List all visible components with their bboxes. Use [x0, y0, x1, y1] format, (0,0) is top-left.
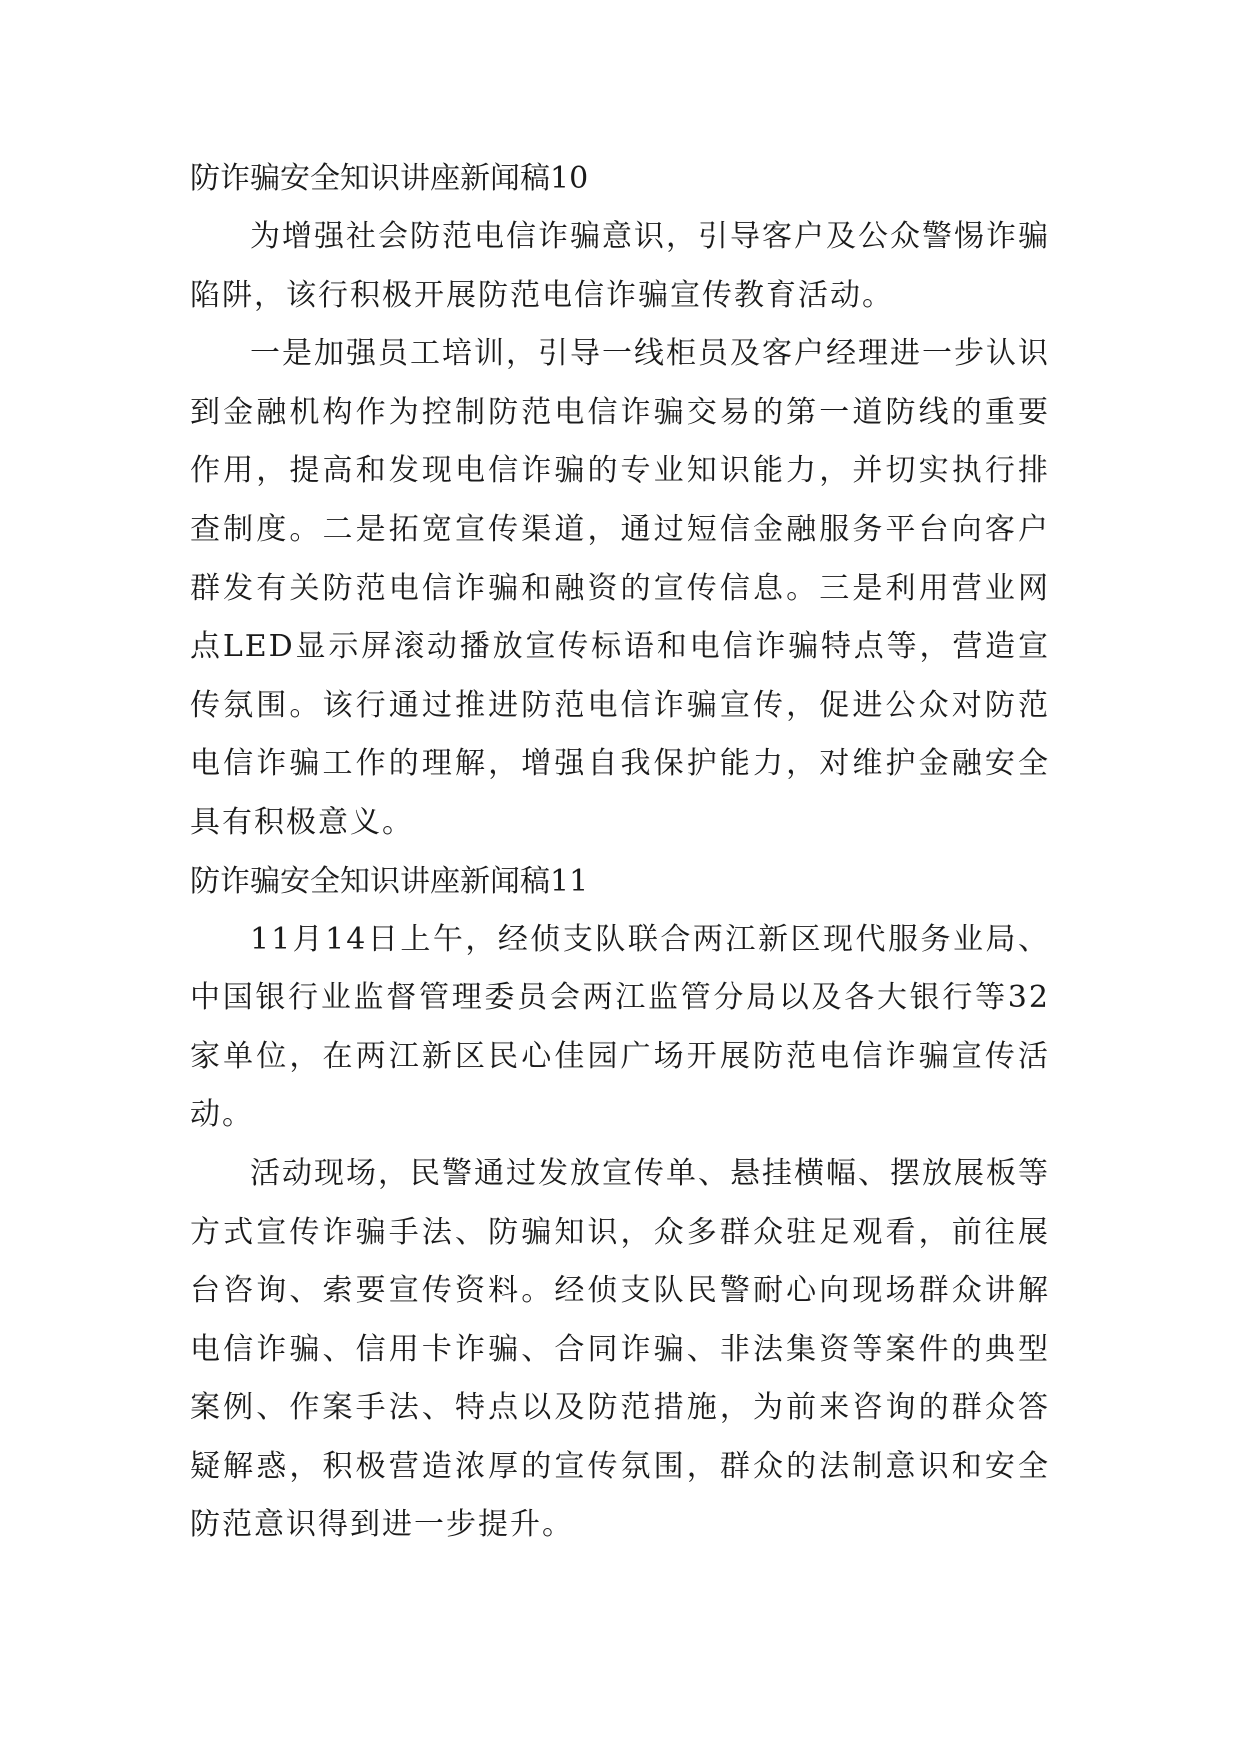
article-11 — [190, 853, 1050, 1556]
article-10-title: 防诈骗安全知识讲座新闻稿10 — [190, 161, 589, 196]
article-10-paragraph-2: 一是加强员工培训，引导一线柜员及客户经理进一步认识到金融机构作为控制防范电信诈骗交易的第一道防线的重要作用，提高和发现电信诈骗的专业知识能力，并切实执行排查制度。二是拓宽宣传渠道，通过短信金融服务平台向客户群发有关防范电信诈骗和融资的宣传信息。三是利用营业网点LED显示屏滚动播放宣传标语和电信诈骗特点等，营造宣传氛围。该行通过推进防范电信诈骗宣传，促进公众对防范电信诈骗工作的理解，增强自我保护能力，对维护金融安全具有积极意义。 — [190, 336, 1050, 840]
article-11-paragraph-1: 11月14日上午，经侦支队联合两江新区现代服务业局、中国银行业监督管理委员会两江监管分局以及各大银行等32家单位，在两江新区民心佳园广场开展防范电信诈骗宣传活动。 — [190, 921, 1050, 1133]
article-10-paragraph-1: 为增强社会防范电信诈骗意识，引导客户及公众警惕诈骗陷阱，该行积极开展防范电信诈骗宣传教育活动。 — [190, 219, 1050, 313]
article-11-title: 防诈骗安全知识讲座新闻稿11 — [190, 863, 589, 899]
article-11-paragraph-2: 活动现场，民警通过发放宣传单、悬挂横幅、摆放展板等方式宣传诈骗手法、防骗知识，众多群众驻足观看，前往展台咨询、索要宣传资料。经侦支队民警耐心向现场群众讲解电信诈骗、信用卡诈骗、合同诈骗、非法集资等案件的典型案例、作案手法、特点以及防范措施，为前来咨询的群众答疑解惑，积极营造浓厚的宣传氛围，群众的法制意识和安全防范意识得到进一步提升。 — [190, 1155, 1050, 1543]
article-10 — [190, 150, 1050, 853]
document-page — [190, 150, 1050, 1555]
